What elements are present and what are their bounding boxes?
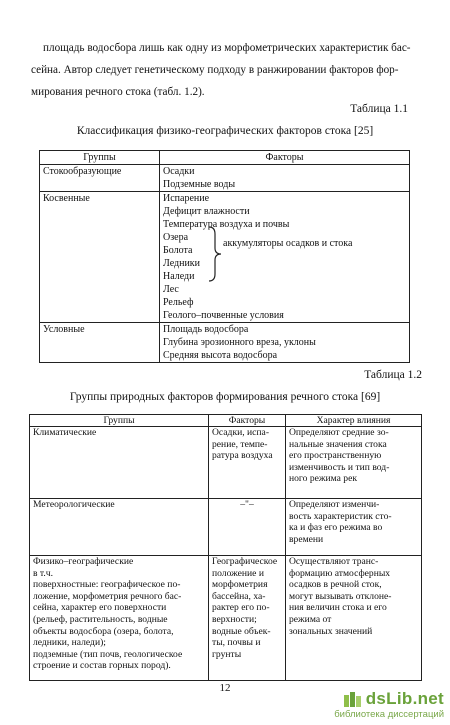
table-row: [30, 499, 422, 556]
factor-line: рактер его по-: [212, 602, 270, 614]
influence-line: формацию атмосферных: [289, 567, 391, 579]
factor-item: Лес: [163, 284, 179, 295]
influence-line: ного режима рек: [289, 473, 358, 485]
group-line: Метеорологические: [33, 499, 115, 510]
group-line: строение и состав горных пород).: [33, 660, 171, 672]
group-line: ледники, наледи);: [33, 637, 106, 649]
factor-line: грунты: [212, 648, 242, 660]
influence-line: режима от: [289, 613, 332, 625]
table-row: [40, 192, 410, 323]
intro-line-3: мирования речного стока (табл. 1.2).: [31, 86, 205, 98]
group-line: в т.ч.: [33, 567, 54, 579]
group-line: сейна, характер его поверхности: [33, 602, 167, 614]
factor-line: ратура воздуха: [212, 450, 273, 462]
table2-group-cell: [30, 499, 209, 556]
table1-group-cell: [40, 323, 160, 363]
table1-header-row: [40, 151, 410, 165]
factor-item: Наледи: [163, 271, 195, 282]
table2-influence-cell: [286, 427, 422, 499]
group-line: поверхностные: географическое по-: [33, 579, 181, 591]
group-name: Условные: [43, 324, 85, 335]
table-row: [30, 556, 422, 681]
factor-item: Глубина эрозионного вреза, уклоны: [163, 337, 316, 348]
factor-item: Озера: [163, 232, 189, 243]
influence-line: Осуществляют транс-: [289, 556, 379, 567]
factor-line: водные объек-: [212, 625, 271, 637]
intro-line-1: площадь водосбора лишь как одну из морфометрических характеристик бас-: [43, 42, 411, 54]
influence-line: Определяют изменчи-: [289, 499, 380, 510]
factor-item: Рельеф: [163, 297, 194, 308]
factor-line: морфометрия: [212, 579, 268, 591]
influence-line: ния величин стока и его: [289, 602, 387, 614]
group-line: Физико–географические: [33, 556, 134, 567]
table1-factors-cell: [160, 192, 410, 323]
table2-header-factors: Факторы: [209, 415, 286, 427]
table2-label: Таблица 1.2: [364, 369, 422, 381]
table1-header-groups: Группы: [40, 151, 160, 165]
intro-line-2: сейна. Автор следует генетическому подходу в ранжировании факторов фор-: [31, 64, 399, 76]
table2-influence-cell: [286, 556, 422, 681]
group-line: объекты водосбора (озера, болота,: [33, 625, 174, 637]
factor-line: рение, темпе-: [212, 438, 268, 450]
influence-line: могут вызывать отклоне-: [289, 590, 392, 602]
table1-group-cell: [40, 192, 160, 323]
factor-item: Дефицит влажности: [163, 206, 250, 217]
influence-line: его пространственную: [289, 450, 382, 462]
factor-item: Средняя высота водосбора: [163, 350, 278, 361]
table2-factors-cell: [209, 427, 286, 499]
watermark: [334, 689, 444, 720]
influence-line: ка и фаз его режима во: [289, 522, 383, 534]
factor-line: Географическое: [212, 556, 278, 567]
factor-item: Ледники: [163, 258, 201, 269]
table2-influence-cell: [286, 499, 422, 556]
influence-line: осадков в речной сток,: [289, 579, 382, 591]
influence-line: изменчивость и тип вод-: [289, 461, 390, 473]
table2: [29, 414, 422, 681]
brace-note: аккумуляторы осадков и стока: [223, 238, 353, 249]
influence-line: зональных значений: [289, 625, 373, 637]
influence-line: времени: [289, 533, 324, 545]
table1-caption: Классификация физико-географических факторов стока [25]: [76, 125, 374, 137]
influence-line: нальные значения стока: [289, 438, 387, 450]
table-row: [40, 323, 410, 363]
factor-item: Осадки: [163, 166, 195, 177]
table2-group-cell: [30, 556, 209, 681]
table2-factors-cell: [209, 556, 286, 681]
table1-header-factors: Факторы: [160, 151, 410, 165]
factor-line: ты, почвы и: [212, 637, 261, 649]
factor-item: Подземные воды: [163, 179, 236, 190]
table1-group-cell: [40, 165, 160, 192]
group-name: Косвенные: [43, 193, 90, 204]
books-icon: [343, 690, 363, 708]
table1-factors-cell: [160, 165, 410, 192]
factor-item: Температура воздуха и почвы: [163, 219, 290, 230]
group-name: Стокообразующие: [43, 166, 122, 177]
factor-line: верхности;: [212, 613, 257, 625]
watermark-subtitle: библиотека диссертаций: [334, 709, 444, 720]
factor-line: бассейна, ха-: [212, 590, 266, 602]
factor-item: Болота: [163, 245, 193, 256]
factor-item: Геолого–почвенные условия: [163, 310, 284, 321]
table2-header-row: [30, 415, 422, 427]
group-line: ложение, морфометрия речного бас-: [33, 590, 182, 602]
factor-line: положение и: [212, 567, 264, 579]
curly-brace-icon: [207, 226, 223, 282]
table1: [39, 150, 410, 363]
table2-header-influence: Характер влияния: [286, 415, 422, 427]
table2-caption: Группы природных факторов формирования речного стока [69]: [69, 391, 381, 403]
factor-item: Испарение: [163, 193, 210, 204]
table2-header-groups: Группы: [30, 415, 209, 427]
group-line: (рельеф, растительность, водные: [33, 613, 168, 625]
factor-item: Площадь водосбора: [163, 324, 249, 335]
influence-line: вость характеристик сто-: [289, 510, 392, 522]
page-number: 12: [219, 682, 231, 694]
factor-line: Осадки, испа-: [212, 427, 270, 438]
table1-label: Таблица 1.1: [350, 103, 408, 115]
group-line: Климатические: [33, 427, 97, 438]
influence-line: Определяют средние зо-: [289, 427, 389, 438]
table2-factors-cell: [209, 499, 286, 556]
ditto-mark: –"–: [240, 499, 254, 510]
table-row: [30, 427, 422, 499]
watermark-logo-text: dsLib.net: [365, 689, 444, 708]
table-row: [40, 165, 410, 192]
table2-group-cell: [30, 427, 209, 499]
group-line: подземные (тип почв, геологическое: [33, 648, 183, 660]
table1-factors-cell: [160, 323, 410, 363]
